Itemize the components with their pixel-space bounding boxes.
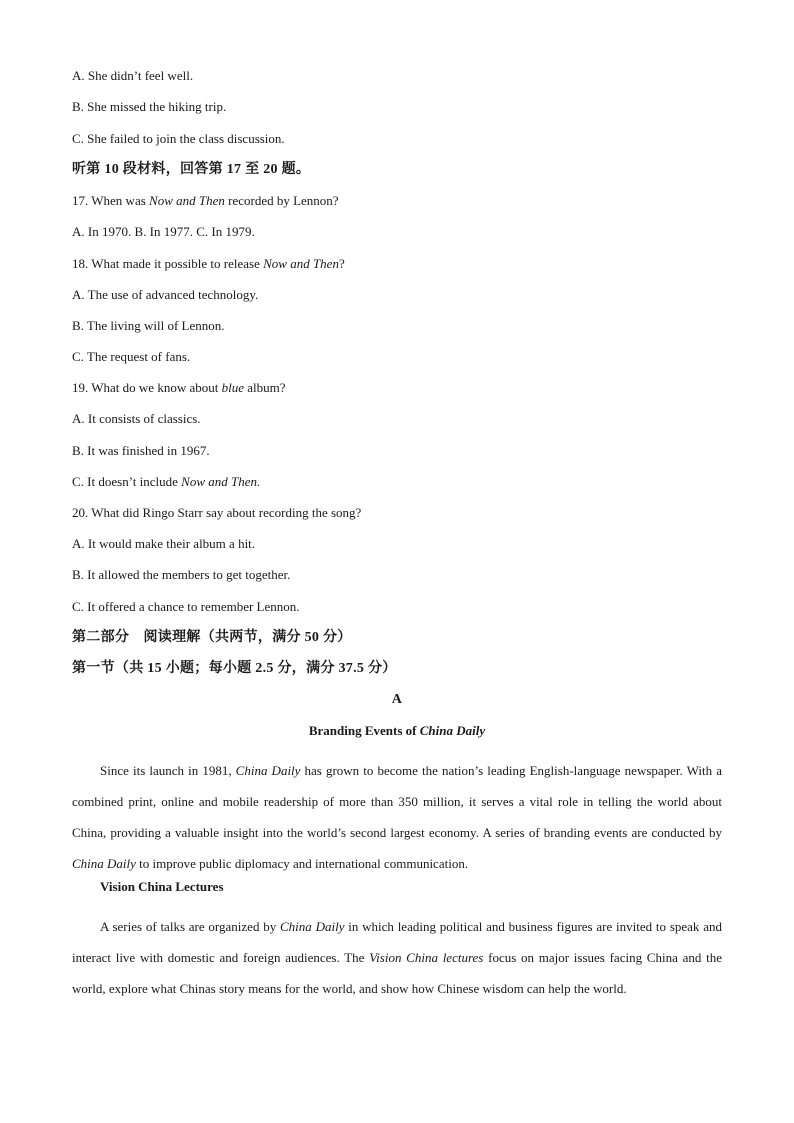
option-18a: A. The use of advanced technology.: [72, 287, 259, 302]
option-20c: C. It offered a chance to remember Lennon.: [72, 599, 300, 614]
para2-text-2: in which leading political and business figures are invited to speak and interact live with domestic and foreign audiences. The: [72, 919, 722, 965]
paragraph-1: [72, 755, 722, 879]
passage-title-italic: China Daily: [419, 723, 486, 738]
section-1-heading: 第一节（共 15 小题；每小题 2.5 分，满分 37.5 分）: [72, 661, 397, 676]
passage-title: [0, 723, 794, 739]
q19c-italic: Now and Then.: [181, 474, 261, 489]
para1-text-3: to improve public diplomacy and international communication.: [135, 856, 469, 871]
q19c-prefix: C. It doesn’t include: [72, 474, 182, 489]
q18-suffix: ?: [338, 256, 345, 271]
option-16a: A. She didn’t feel well.: [72, 68, 194, 83]
question-20: 20. What did Ringo Starr say about recording the song?: [72, 505, 362, 520]
question-18: [72, 256, 722, 272]
q19-prefix: 19. What do we know about: [72, 380, 222, 395]
option-19b: B. It was finished in 1967.: [72, 443, 210, 458]
option-19a: A. It consists of classics.: [72, 411, 201, 426]
q18-prefix: 18. What made it possible to release: [72, 256, 264, 271]
option-19c: [72, 474, 722, 490]
passage-title-prefix: Branding Events of: [308, 723, 420, 738]
para1-text-2: has grown to become the nation’s leading English-language newspaper. With a combined print, online and mobile readership of more than 350 million, it serves a vital role in telling the world about China, providing a valuable insight into the world’s second largest economy. A series of branding events are conducted by: [72, 763, 722, 840]
option-18c: C. The request of fans.: [72, 349, 191, 364]
para2-text-1: A series of talks are organized by: [100, 919, 281, 934]
q18-italic: Now and Then: [263, 256, 339, 271]
para2-italic-2: Vision China lectures: [369, 950, 484, 965]
option-20a: A. It would make their album a hit.: [72, 536, 256, 551]
option-20b: B. It allowed the members to get together.: [72, 567, 291, 582]
part-2-heading: 第二部分 阅读理解（共两节，满分 50 分）: [72, 630, 352, 645]
section-10-heading: 听第 10 段材料，回答第 17 至 20 题。: [72, 162, 311, 177]
para1-text-1: Since its launch in 1981,: [100, 763, 236, 778]
subheading: Vision China Lectures: [100, 879, 224, 894]
q19-suffix: album?: [244, 380, 286, 395]
paragraph-2: [72, 911, 722, 1004]
passage-letter: A: [391, 692, 403, 707]
q19-italic: blue: [221, 380, 244, 395]
q17-italic: Now and Then: [149, 193, 225, 208]
option-16c: C. She failed to join the class discussion.: [72, 131, 285, 146]
options-17: A. In 1970. B. In 1977. C. In 1979.: [72, 224, 255, 239]
q17-suffix: recorded by Lennon?: [224, 193, 339, 208]
question-17: [72, 193, 722, 209]
para2-text-3: focus on major issues facing China and the world, explore what Chinas story means for the world, and show how Chinese wisdom can help the world.: [72, 950, 722, 996]
para1-italic-1: China Daily: [235, 763, 301, 778]
option-16b: B. She missed the hiking trip.: [72, 99, 227, 114]
option-18b: B. The living will of Lennon.: [72, 318, 225, 333]
para2-italic-1: China Daily: [280, 919, 345, 934]
q17-prefix: 17. When was: [72, 193, 150, 208]
question-19: [72, 380, 722, 396]
para1-italic-2: China Daily: [72, 856, 136, 871]
